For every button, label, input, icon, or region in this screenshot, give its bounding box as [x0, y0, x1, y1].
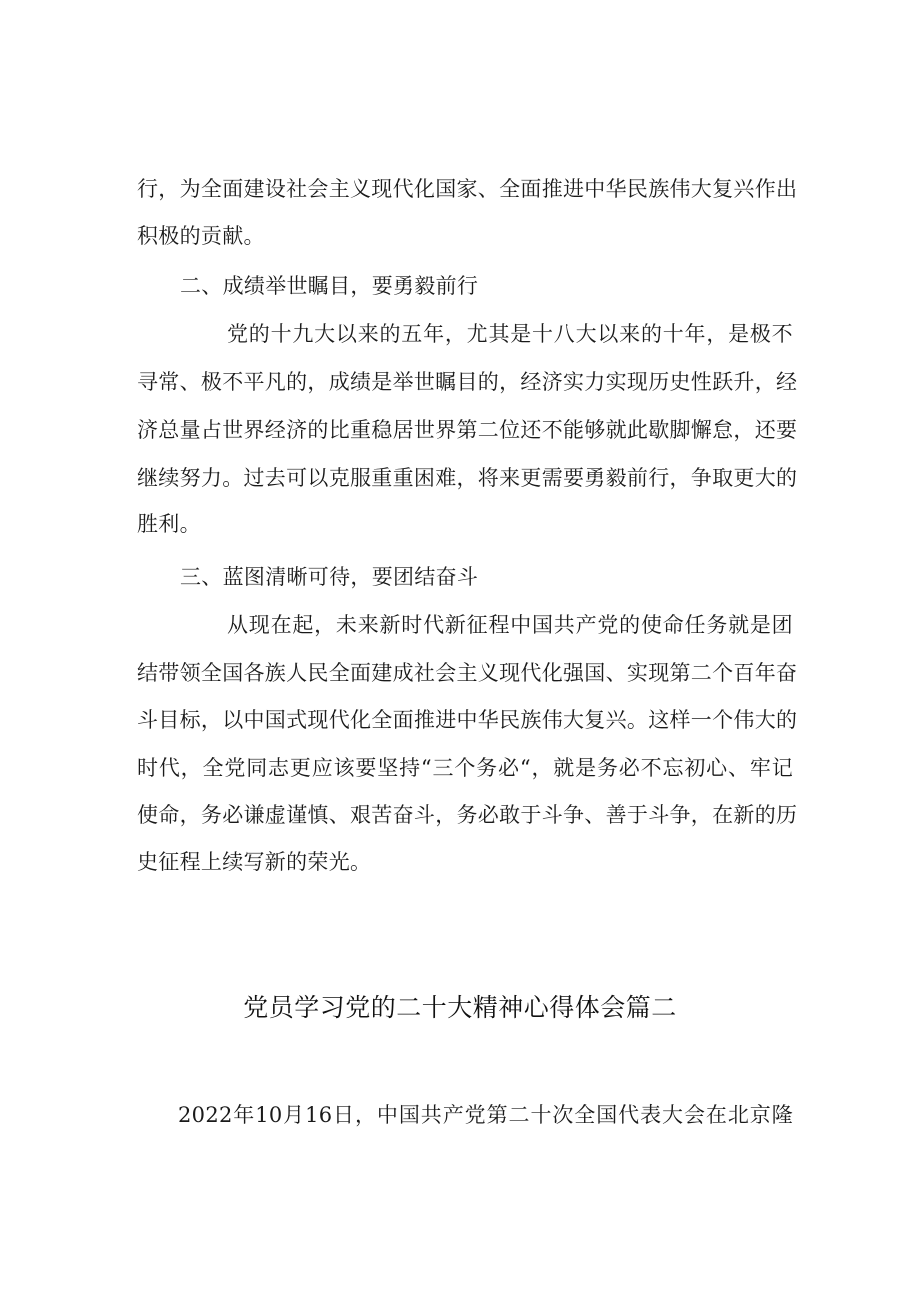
paragraph-line: 结带领全国各族人民全面建成社会主义现代化强国、实现第二个百年奋: [137, 661, 798, 685]
paragraph-line: 党的十九大以来的五年，尤其是十八大以来的十年，是极不: [227, 322, 793, 346]
paragraph-line: 济总量占世界经济的比重稳居世界第二位还不能够就此歇脚懈怠，还要: [137, 418, 798, 442]
section-heading-2: 二、成绩举世瞩目，要勇毅前行: [180, 274, 479, 298]
paragraph-line: 积极的贡献。: [137, 224, 265, 248]
paragraph-line: 斗目标，以中国式现代化全面推进中华民族伟大复兴。这样一个伟大的: [137, 708, 798, 732]
paragraph-line: 时代，全党同志更应该要坚持“三个务必“，就是务必不忘初心、牢记: [137, 756, 793, 780]
paragraph-line: 胜利。: [137, 512, 201, 536]
article-intro-line: 2022年10月16日，中国共产党第二十次全国代表大会在北京隆: [178, 1103, 793, 1127]
paragraph-line: 行，为全面建设社会主义现代化国家、全面推进中华民族伟大复兴作出: [137, 177, 798, 201]
article-title: 党员学习党的二十大精神心得体会篇二: [243, 993, 677, 1022]
paragraph-line: 使命，务必谦虚谨慎、艰苦奋斗，务必敢于斗争、善于斗争，在新的历: [137, 803, 798, 827]
paragraph-line: 从现在起，未来新时代新征程中国共产党的使命任务就是团: [227, 613, 793, 637]
paragraph-line: 继续努力。过去可以克服重重困难，将来更需要勇毅前行，争取更大的: [137, 466, 798, 490]
section-heading-3: 三、蓝图清晰可待，要团结奋斗: [180, 565, 479, 589]
paragraph-line: 寻常、极不平凡的，成绩是举世瞩目的，经济实力实现历史性跃升，经: [137, 370, 798, 394]
paragraph-line: 史征程上续写新的荣光。: [137, 850, 372, 874]
